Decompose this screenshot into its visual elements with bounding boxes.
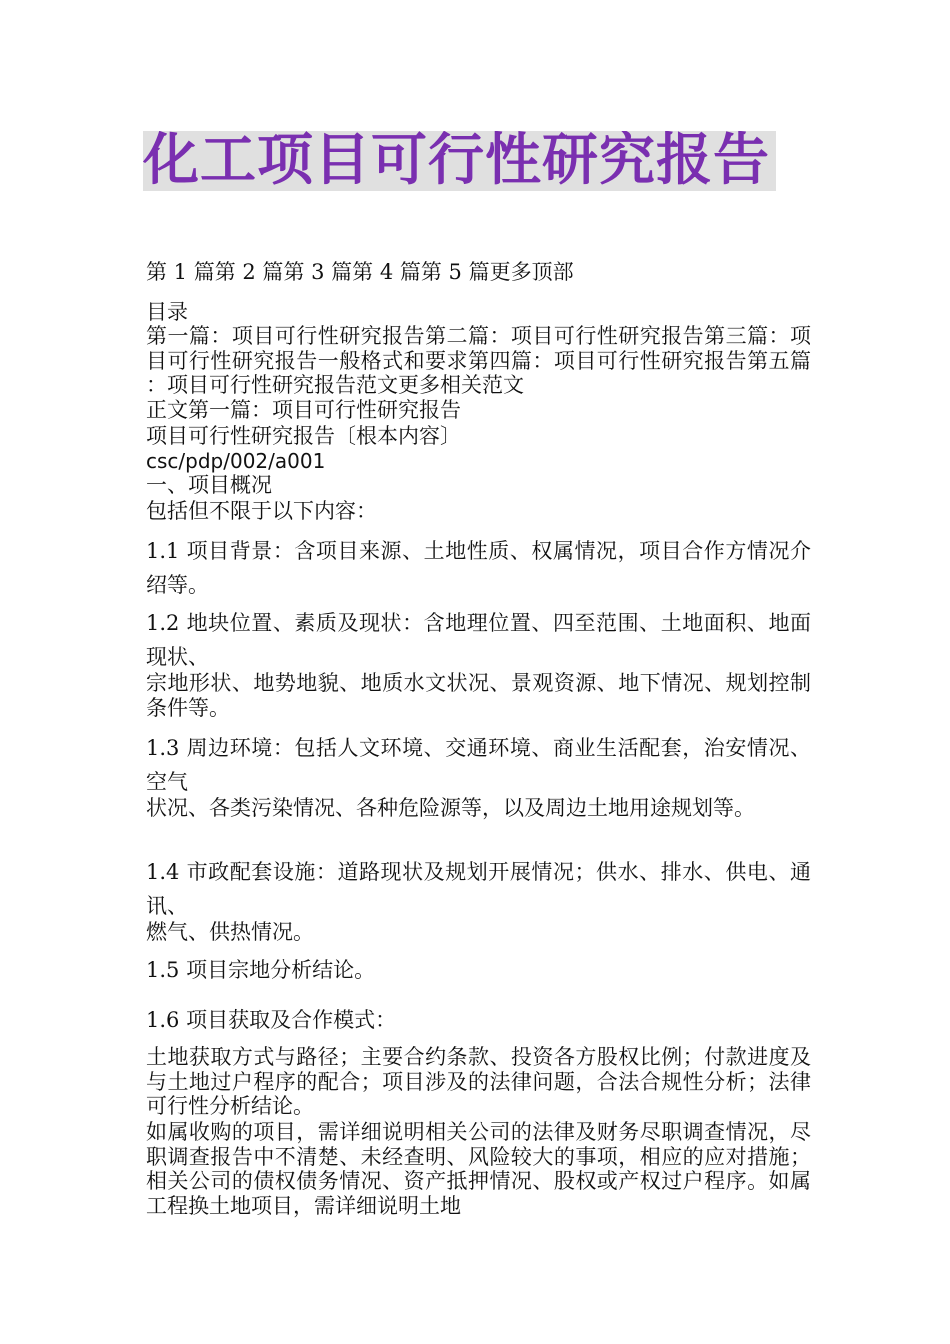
article-nav <box>146 259 574 285</box>
article-heading: 正文第一篇：项目可行性研究报告 <box>146 398 461 422</box>
item-1-4-line-b: 燃气、供热情况。 <box>146 920 314 944</box>
item-1-1: 1.1 项目背景：含项目来源、土地性质、权属情况，项目合作方情况介绍等。 <box>146 539 811 597</box>
nav-link-part-4[interactable]: 第 4 篇 <box>352 260 421 284</box>
nav-link-part-3[interactable]: 第 3 篇 <box>283 260 353 284</box>
land-acquisition-paragraph: 土地获取方式与路径；主要合约条款、投资各方股权比例；付款进度及与土地过户程序的配合；项目涉及的法律问题，合法合规性分析；法律可行性分析结论。 <box>146 1045 811 1119</box>
nav-link-part-5[interactable]: 第 5 篇 <box>420 260 490 284</box>
nav-link-part-1[interactable]: 第 1 篇 <box>146 260 215 284</box>
nav-link-part-2[interactable]: 第 2 篇 <box>214 260 284 284</box>
item-1-4-line-a: 1.4 市政配套设施：道路现状及规划开展情况；供水、排水、供电、通讯、 <box>146 860 811 918</box>
item-1-2-line-a: 1.2 地块位置、素质及现状：含地理位置、四至范围、土地面积、地面现状、 <box>146 611 811 669</box>
section-intro: 包括但不限于以下内容： <box>146 499 377 523</box>
nav-link-more-top[interactable]: 更多顶部 <box>489 260 574 284</box>
toc-text: 第一篇：项目可行性研究报告第二篇：项目可行性研究报告第三篇：项目可行性研究报告一般格式和要求第四篇：项目可行性研究报告第五篇：项目可行性研究报告范文更多相关范文 <box>146 324 811 398</box>
item-1-2-line-b: 宗地形状、地势地貌、地质水文状况、景观资源、地下情况、规划控制条件等。 <box>146 671 811 720</box>
document-title: 化工项目可行性研究报告 <box>143 131 776 191</box>
item-1-6: 1.6 项目获取及合作模式： <box>146 1008 397 1032</box>
item-1-5: 1.5 项目宗地分析结论。 <box>146 958 376 982</box>
report-subtitle: 项目可行性研究报告〔根本内容〕 <box>146 424 461 448</box>
toc-heading: 目录 <box>146 300 188 324</box>
document-code: csc/pdp/002/a001 <box>146 449 326 473</box>
section-heading: 一、项目概况 <box>146 473 272 497</box>
item-1-3-line-a: 1.3 周边环境：包括人文环境、交通环境、商业生活配套，治安情况、空气 <box>146 736 811 794</box>
acquisition-paragraph: 如属收购的项目，需详细说明相关公司的法律及财务尽职调查情况，尽职调查报告中不清楚、未经查明、风险较大的事项，相应的应对措施；相关公司的债权债务情况、资产抵押情况、股权或产权过户程序。如属工程换土地项目，需详细说明土地 <box>146 1120 811 1218</box>
item-1-3-line-b: 状况、各类污染情况、各种危险源等，以及周边土地用途规划等。 <box>146 796 755 820</box>
